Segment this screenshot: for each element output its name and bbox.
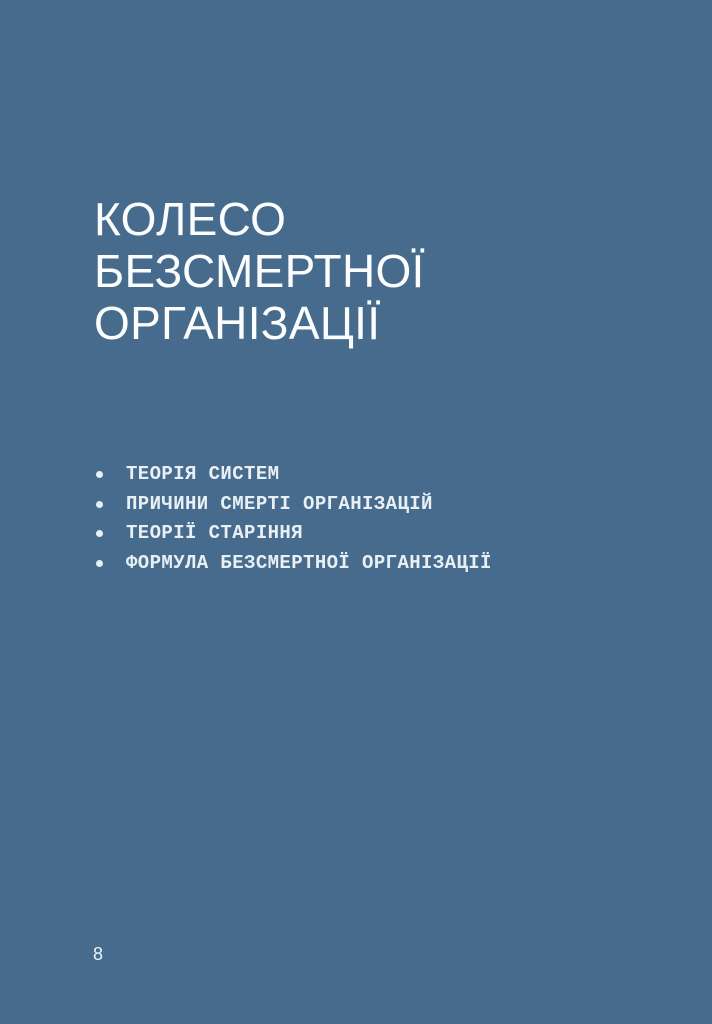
list-item: [95, 519, 492, 549]
page-title-line: БЕЗСМЕРТНОЇ: [94, 245, 425, 297]
bullet-dot-icon: [96, 560, 103, 567]
page-title-line: ОРГАНІЗАЦІЇ: [94, 297, 381, 349]
list-item-label: ТЕОРІЇ СТАРІННЯ: [126, 522, 304, 544]
list-item: [95, 549, 492, 579]
list-item-label: ТЕОРІЯ СИСТЕМ: [126, 463, 280, 485]
page-title: [94, 193, 425, 349]
bullet-dot-icon: [96, 471, 103, 478]
page-number: 8: [93, 944, 104, 964]
list-item-label: ФОРМУЛА БЕЗСМЕРТНОЇ ОРГАНІЗАЦІЇ: [126, 551, 492, 574]
list-item-label: ПРИЧИНИ СМЕРТІ ОРГАНІЗАЦІЙ: [126, 492, 433, 515]
page-title-line: КОЛЕСО: [94, 193, 287, 245]
bullet-dot-icon: [96, 530, 103, 537]
bullet-dot-icon: [96, 501, 103, 508]
list-item: [95, 460, 492, 490]
list-item: [95, 490, 492, 520]
chapter-topics-list: [95, 460, 492, 578]
